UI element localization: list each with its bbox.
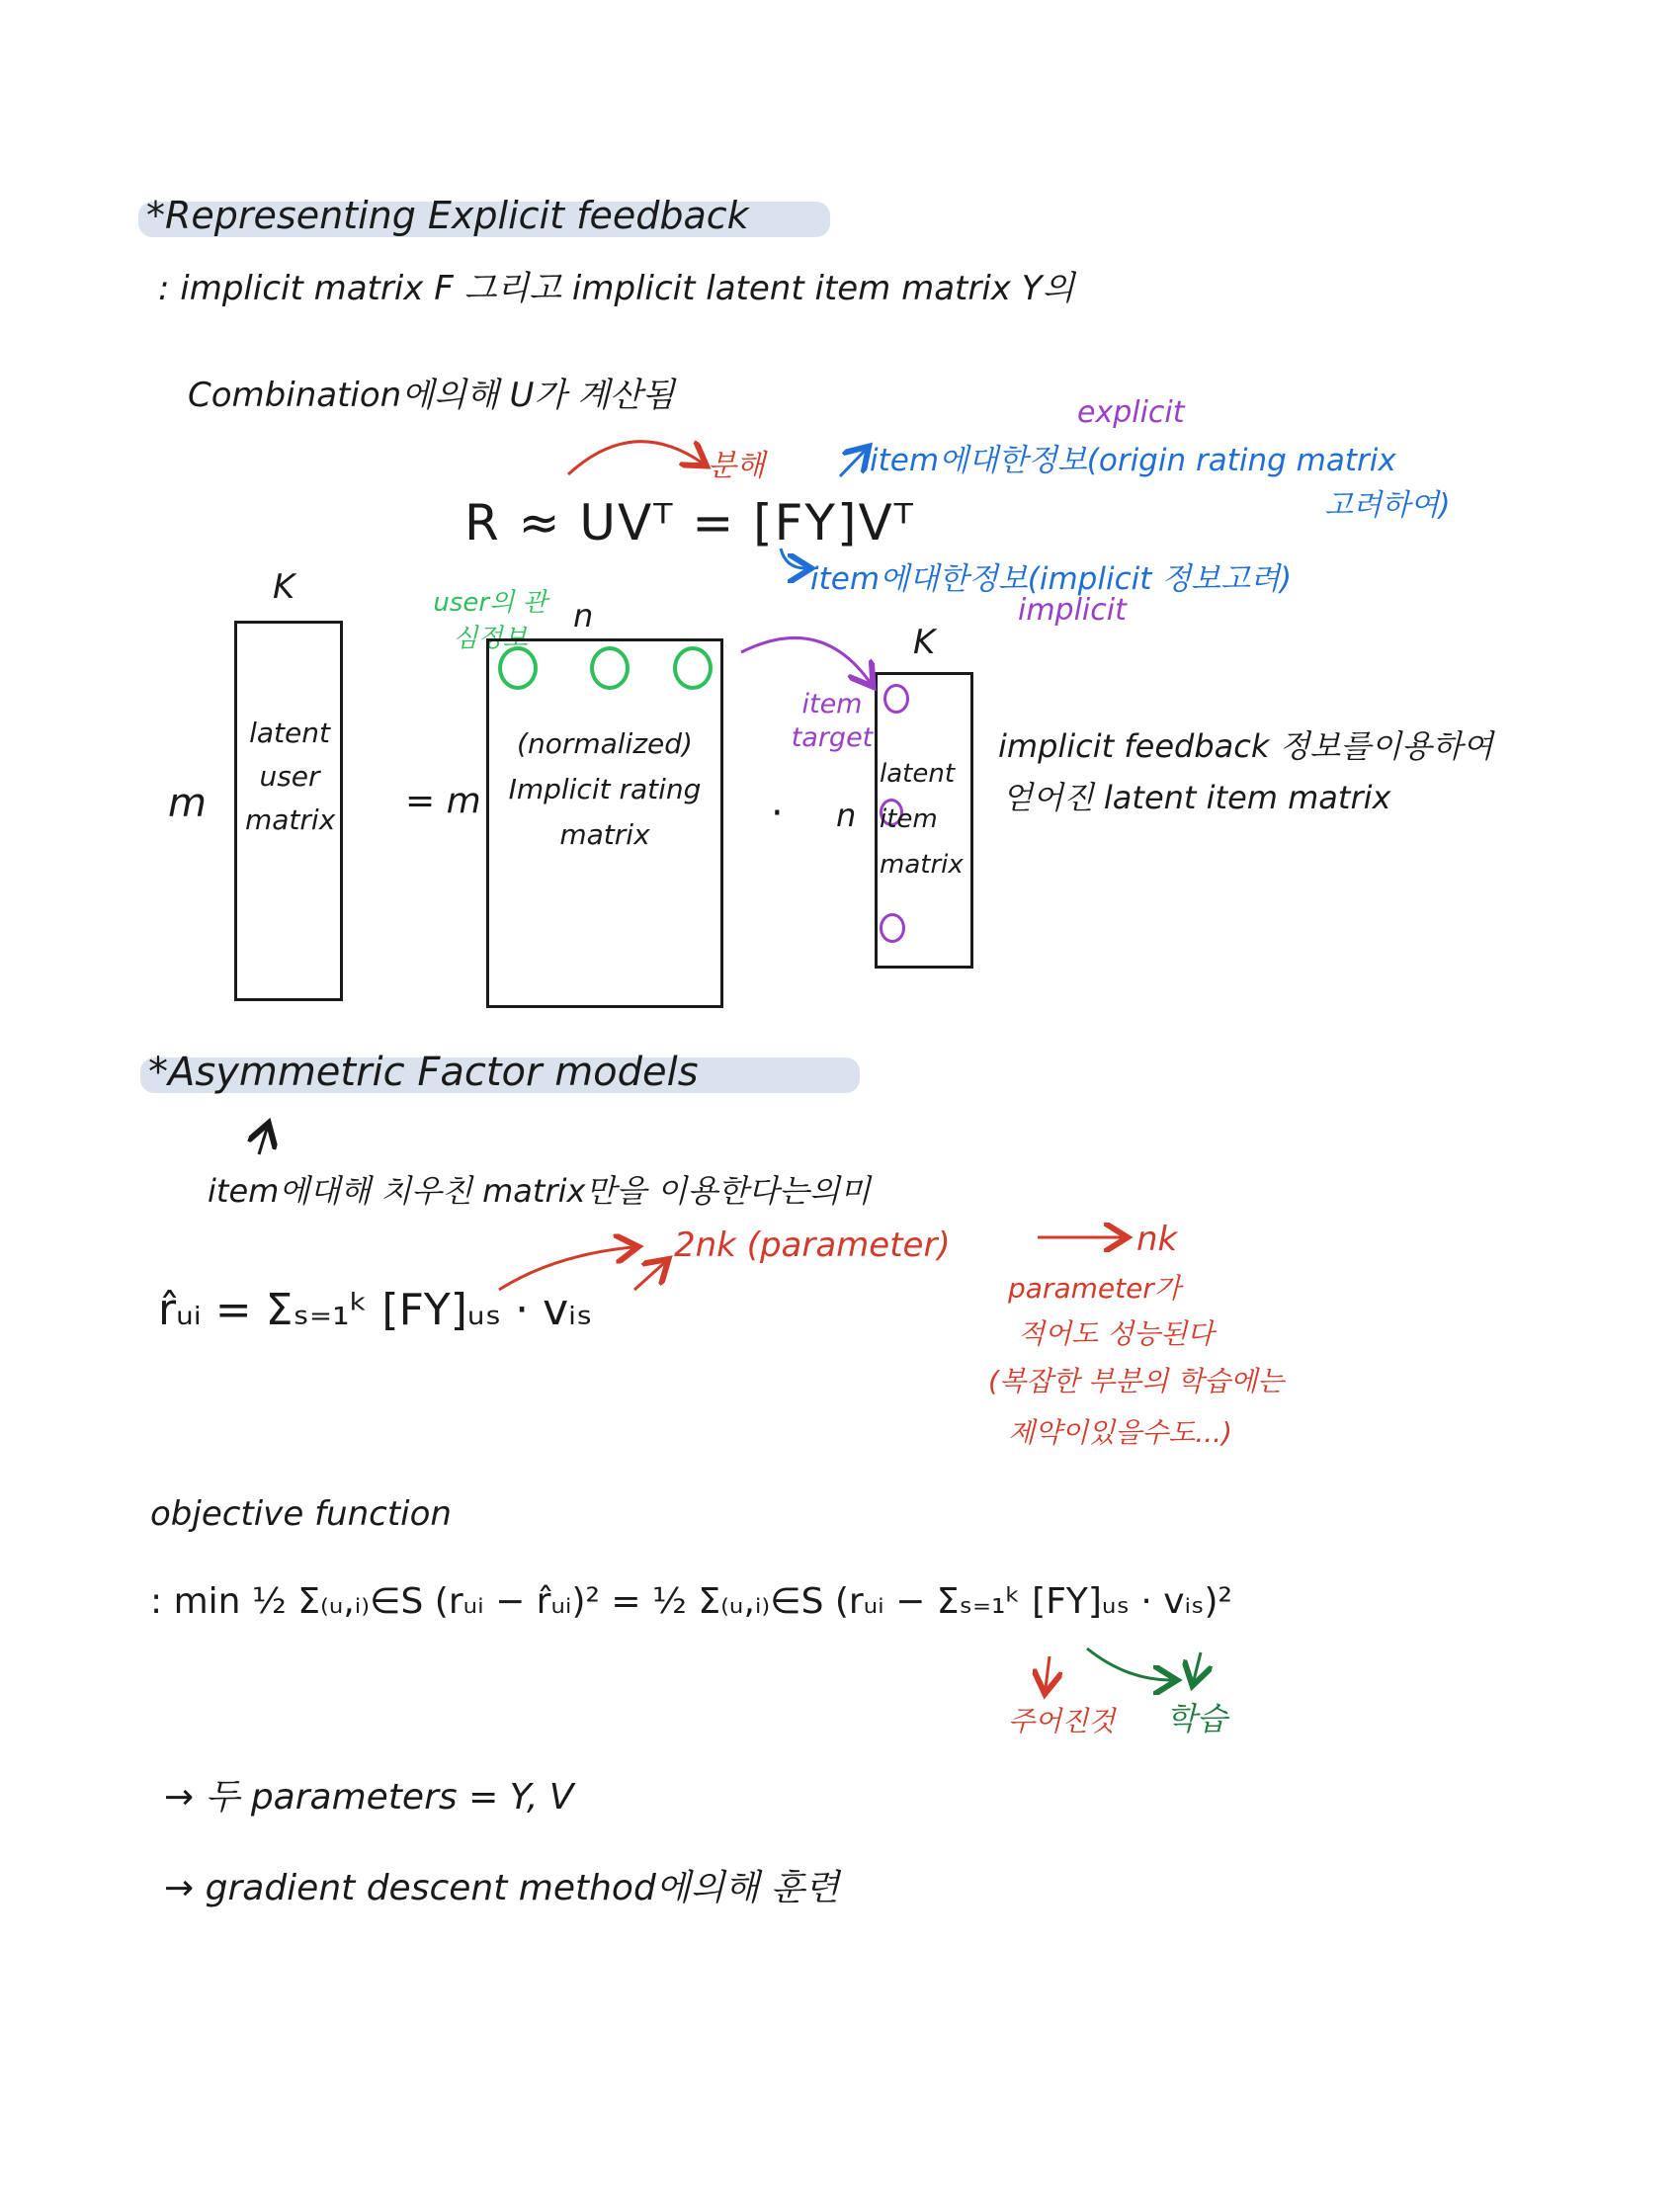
learn-label: 학습 [1166,1700,1227,1737]
param-comment-3: (복잡한 부분의 학습에는 [988,1365,1285,1397]
item-target-label: item target [791,689,874,753]
objective-formula: : min ½ Σ₍ᵤ,ᵢ₎∈S (rᵤᵢ − r̂ᵤᵢ)² = ½ Σ₍ᵤ,ᵢ₎∈S (rᵤᵢ − Σₛ₌₁ᵏ [FY]ᵤₛ · vᵢₛ)² [150,1581,1232,1622]
param-arrow-1 [499,1247,632,1290]
subnote-arrow [259,1129,267,1154]
replace-note: 분해 [708,449,765,483]
section2-heading: *Asymmetric Factor models [148,1050,699,1095]
section1-line1: : implicit matrix F 그리고 implicit latent item matrix Y의 [158,269,1075,308]
implicit-matrix-dim-top: n [573,597,594,634]
param-note-2: nk [1136,1220,1178,1259]
implicit-label: implicit [1018,593,1127,628]
bullet-gradient-descent: → gradient descent method에의해 훈련 [164,1868,840,1908]
given-arrow [1046,1656,1050,1688]
implicit-rating-matrix-label: (normalized) Implicit rating matrix [508,727,702,851]
learn-arrow-2 [1194,1652,1201,1680]
param-arrow-2 [634,1263,664,1290]
explicit-label: explicit [1077,395,1185,430]
section1-line2: Combination에의해 U가 계산됨 [188,376,675,415]
item-matrix-dim-side: n [836,797,857,834]
bullet-parameters: → 두 parameters = Y, V [164,1777,574,1818]
section2-subnote: item에대해 치우친 matrix만을 이용한다는의미 [208,1172,871,1210]
user-info-label: user의 관심정보 [433,588,547,653]
item-matrix-description-1: implicit feedback 정보를이용하여 [998,727,1493,765]
latent-item-matrix-label: latent item matrix [880,759,964,880]
prediction-formula: r̂ᵤᵢ = Σₛ₌₁ᵏ [FY]ᵤₛ · vᵢₛ [158,1285,593,1335]
replace-arrow [568,442,702,474]
param-comment-2: 적어도 성능된다 [1018,1317,1215,1350]
main-equation: R ≈ UVᵀ = [FY]Vᵀ [464,494,915,551]
param-note-1: 2nk (parameter) [674,1226,951,1265]
learn-arrow-1 [1087,1648,1171,1680]
latent-user-matrix-label: latent user matrix [245,717,336,836]
section1-heading: *Representing Explicit feedback [146,194,749,237]
user-matrix-dim-top: K [273,567,295,607]
implicit-arrow [781,549,805,568]
explicit-note-2: 고려하여) [1324,488,1451,523]
user-info-arrow [741,637,870,682]
explicit-note: item에대한정보(origin rating matrix [870,443,1396,478]
implicit-note: item에대한정보(implicit 정보고려) [810,561,1293,597]
given-label: 주어진것 [1008,1705,1116,1737]
explicit-arrow [840,451,865,476]
param-comment-4: 제약이있을수도...) [1008,1416,1232,1449]
objective-title: objective function [150,1494,452,1534]
dot-operator: · [771,791,784,836]
item-matrix-dim-top: K [913,623,936,662]
param-comment-1: parameter가 [1008,1272,1181,1305]
user-matrix-dim-side: m [168,781,207,826]
equals-m: = m [405,781,481,821]
item-matrix-description-2: 얻어진 latent item matrix [1002,779,1391,816]
